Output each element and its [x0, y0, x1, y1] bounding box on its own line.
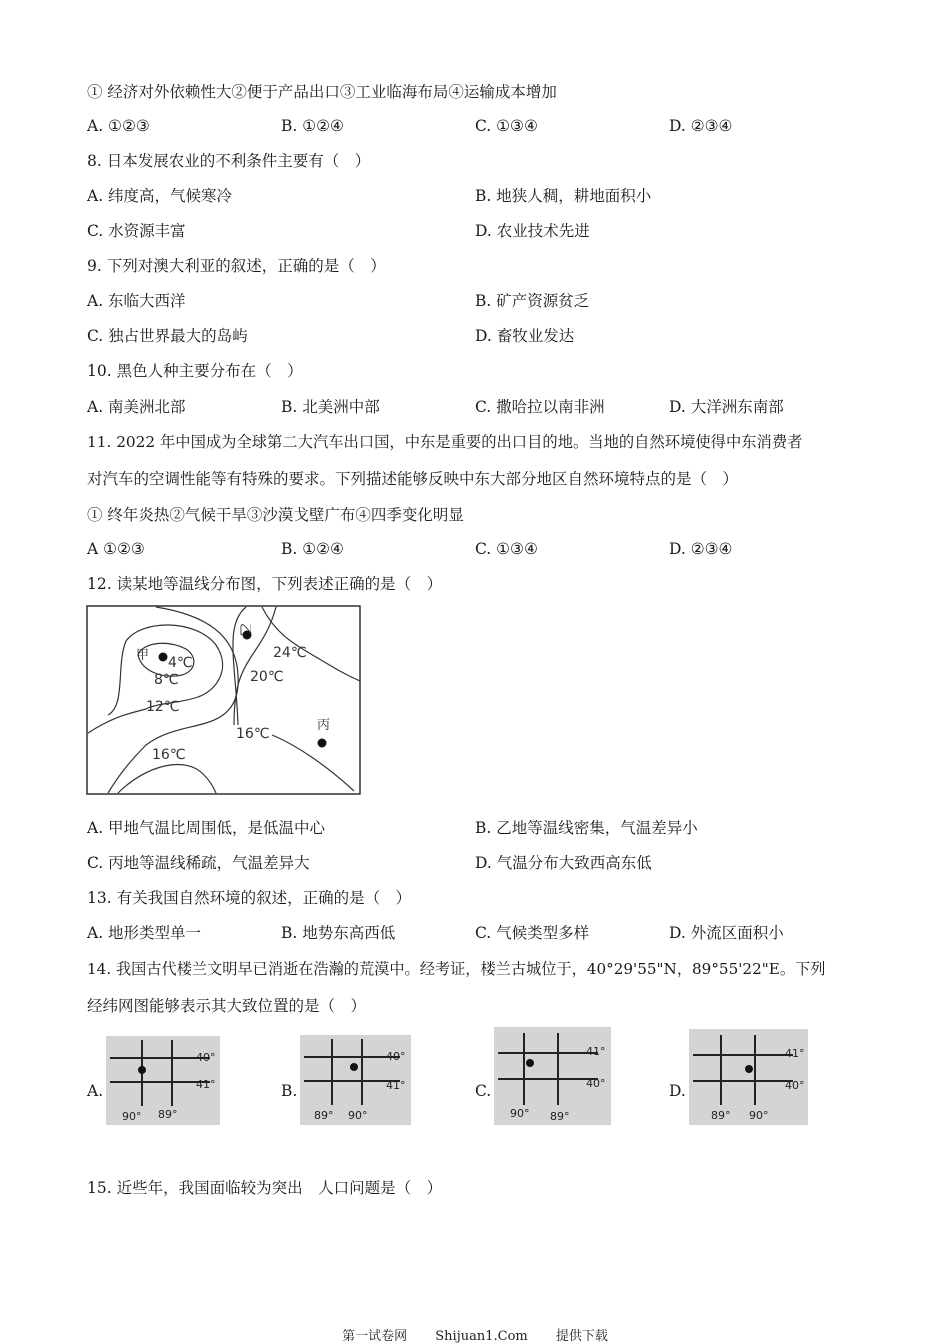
q14-d-top-lat: 41°	[785, 1047, 805, 1060]
label-16c-bottom: 16℃	[152, 747, 186, 763]
q11-option-a: A ①②③	[87, 540, 145, 558]
q13-option-c: C. 气候类型多样	[475, 924, 590, 942]
q12-option-c: C. 丙地等温线稀疏，气温差异大	[87, 854, 310, 872]
q9-option-d: D. 畜牧业发达	[475, 327, 575, 345]
q12-option-a: A. 甲地气温比周围低，是低温中心	[87, 819, 326, 837]
q14-grid-c	[494, 1027, 611, 1125]
q14-option-d-letter: D.	[669, 1082, 686, 1100]
q14-a-bottom-lat: 41°	[196, 1078, 216, 1091]
q15-question: 15. 近些年，我国面临较为突出 人口问题是（ ）	[87, 1179, 443, 1197]
q14-a-top-lat: 40°	[196, 1051, 216, 1064]
q11-option-b: B. ①②④	[281, 540, 344, 558]
q14-c-right-lon: 89°	[550, 1110, 570, 1123]
q14-d-bottom-lat: 40°	[785, 1079, 805, 1092]
q14-d-right-lon: 90°	[749, 1109, 769, 1122]
q10-question: 10. 黑色人种主要分布在（ ）	[87, 362, 303, 380]
q11-option-d: D. ②③④	[669, 540, 733, 558]
q12-question: 12. 读某地等温线分布图，下列表述正确的是（ ）	[87, 575, 443, 593]
q7-option-d: D. ②③④	[669, 117, 733, 135]
q14-grid-d	[689, 1029, 808, 1125]
q11-option-c: C. ①③④	[475, 540, 538, 558]
q11-statements: ① 终年炎热②气候干旱③沙漠戈壁广布④四季变化明显	[87, 506, 464, 524]
isotherm-map	[86, 605, 362, 797]
footer-note: 提供下载	[555, 1329, 608, 1344]
q14-grid-b	[300, 1035, 411, 1125]
q13-option-b: B. 地势东高西低	[281, 924, 396, 942]
q14-c-bottom-lat: 40°	[586, 1077, 606, 1090]
q14-c-top-lat: 41°	[586, 1045, 606, 1058]
q14-option-a-letter: A.	[87, 1082, 104, 1100]
q10-option-b: B. 北美洲中部	[281, 398, 380, 416]
footer-site-en[interactable]: Shijuan1.Com	[435, 1329, 528, 1344]
q8-question: 8. 日本发展农业的不利条件主要有（ ）	[87, 152, 371, 170]
q10-option-d: D. 大洋洲东南部	[669, 398, 784, 416]
q13-option-a: A. 地形类型单一	[87, 924, 202, 942]
label-bing: 丙	[317, 718, 331, 733]
q14-b-right-lon: 90°	[348, 1109, 368, 1122]
q11-question-line2: 对汽车的空调性能等有特殊的要求。下列描述能够反映中东大部分地区自然环境特点的是（ ）	[87, 470, 739, 488]
q11-question-line1: 11. 2022 年中国成为全球第二大汽车出口国，中东是重要的出口目的地。当地的自然环境使得中东消费者	[87, 433, 803, 451]
footer-site-cn: 第一试卷网	[342, 1329, 408, 1344]
q10-option-c: C. 撒哈拉以南非洲	[475, 398, 605, 416]
q9-option-a: A. 东临大西洋	[87, 292, 186, 310]
q9-question: 9. 下列对澳大利亚的叙述，正确的是（ ）	[87, 257, 386, 275]
q14-d-left-lon: 89°	[711, 1109, 731, 1122]
q9-option-c: C. 独占世界最大的岛屿	[87, 327, 248, 345]
q14-b-left-lon: 89°	[314, 1109, 334, 1122]
q7-option-c: C. ①③④	[475, 117, 538, 135]
q8-option-d: D. 农业技术先进	[475, 222, 590, 240]
q12-option-d: D. 气温分布大致西高东低	[475, 854, 652, 872]
label-12c: 12℃	[146, 699, 180, 715]
q14-option-b-letter: B.	[281, 1082, 298, 1100]
q7-statements: ① 经济对外依赖性大②便于产品出口③工业临海布局④运输成本增加	[87, 83, 557, 101]
q14-question-line2: 经纬网图能够表示其大致位置的是（ ）	[87, 997, 367, 1015]
q8-option-b: B. 地狭人稠，耕地面积小	[475, 187, 652, 205]
q8-option-c: C. 水资源丰富	[87, 222, 186, 240]
q14-grid-a	[106, 1036, 220, 1125]
q7-option-a: A. ①②③	[87, 117, 150, 135]
q14-c-left-lon: 90°	[510, 1107, 530, 1120]
label-16c-right: 16℃	[236, 726, 270, 742]
q10-option-a: A. 南美洲北部	[87, 398, 186, 416]
q14-option-c-letter: C.	[475, 1082, 492, 1100]
q13-question: 13. 有关我国自然环境的叙述，正确的是（ ）	[87, 889, 412, 907]
q14-a-right-lon: 89°	[158, 1108, 178, 1121]
q12-option-b: B. 乙地等温线密集，气温差异小	[475, 819, 698, 837]
q7-option-b: B. ①②④	[281, 117, 344, 135]
q14-question-line1: 14. 我国古代楼兰文明早已消逝在浩瀚的荒漠中。经考证，楼兰古城位于，40°29'55"N，89°55'22"E。下列	[87, 960, 826, 978]
label-24c: 24℃	[273, 645, 307, 661]
q8-option-a: A. 纬度高，气候寒冷	[87, 187, 233, 205]
q13-option-d: D. 外流区面积小	[669, 924, 784, 942]
q14-a-left-lon: 90°	[122, 1110, 142, 1123]
label-4c: 4℃	[168, 655, 193, 671]
label-jia: 甲	[136, 648, 150, 663]
page-footer	[0, 1325, 950, 1344]
label-8c: 8℃	[154, 672, 179, 688]
label-yi: 乙	[237, 623, 252, 637]
label-20c: 20℃	[250, 669, 284, 685]
q14-b-top-lat: 40°	[386, 1050, 406, 1063]
q9-option-b: B. 矿产资源贫乏	[475, 292, 590, 310]
q14-b-bottom-lat: 41°	[386, 1079, 406, 1092]
